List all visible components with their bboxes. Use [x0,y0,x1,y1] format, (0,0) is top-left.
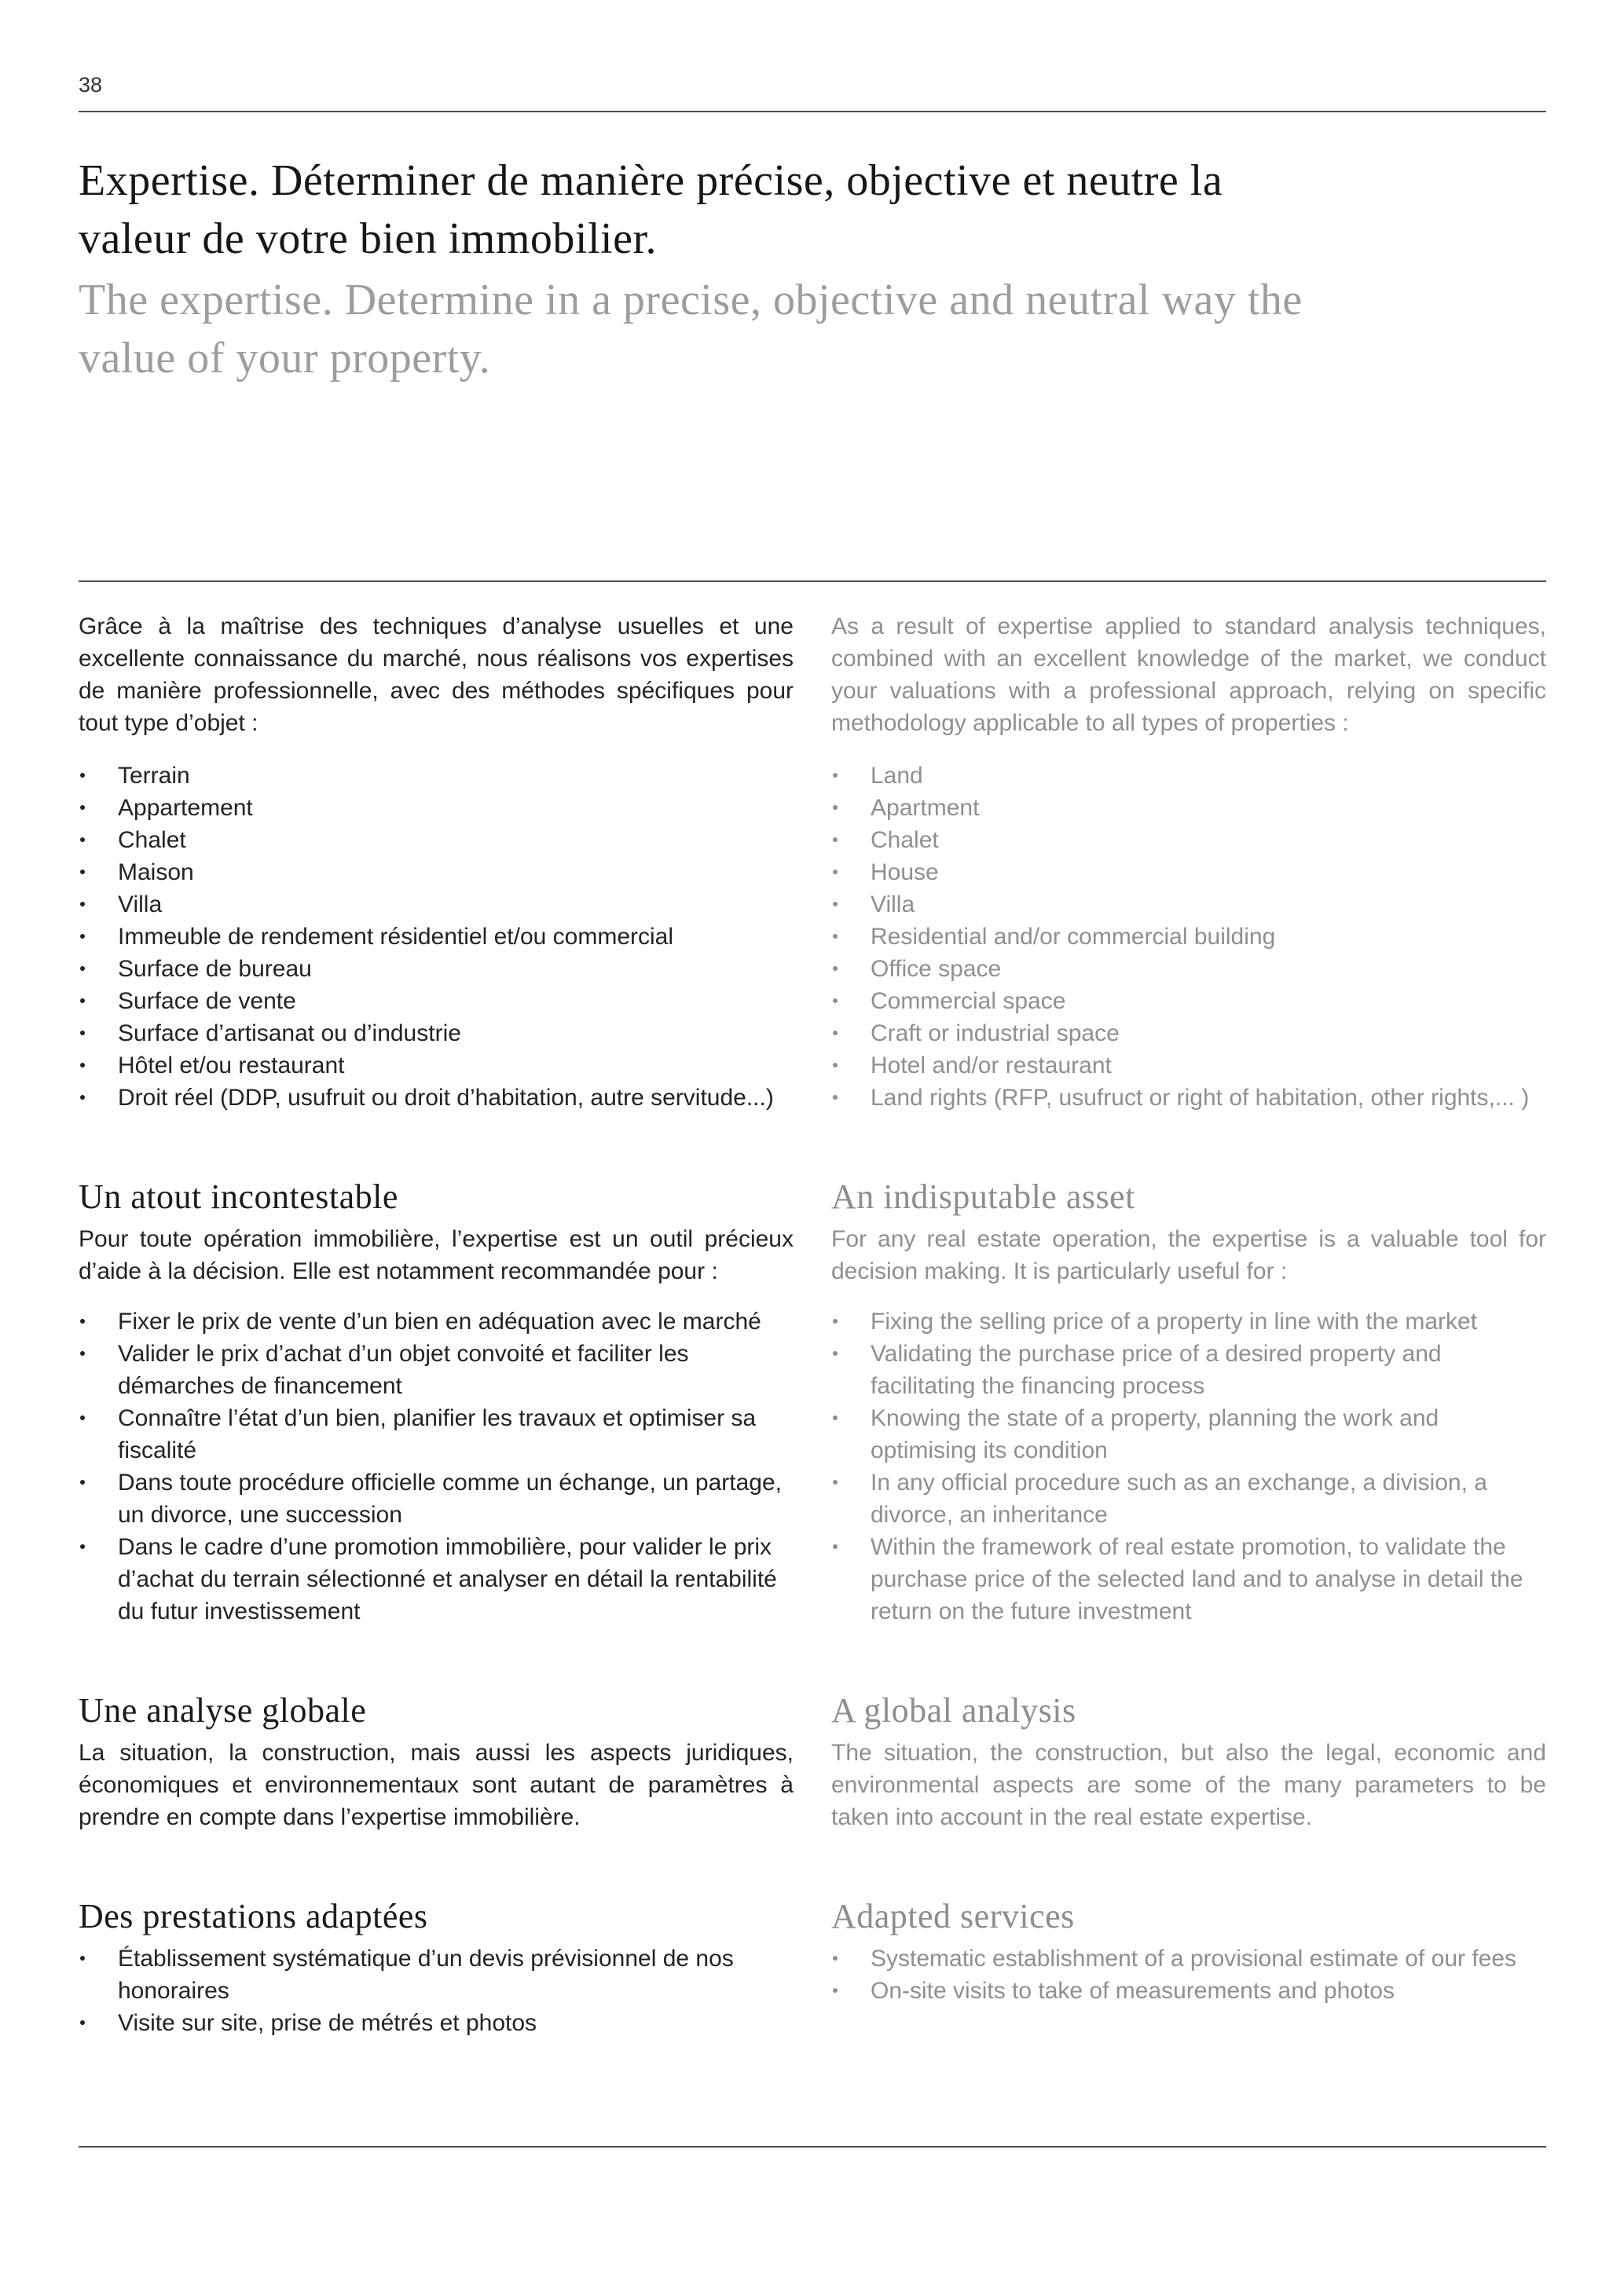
list-item-text: Validating the purchase price of a desired property and facilitating the financing process [871,1341,1442,1399]
footer-divider [79,2146,1546,2148]
bullet-dot [833,934,838,939]
list-item [831,760,1546,792]
list-item [79,1467,794,1531]
bullet-dot [833,1319,838,1324]
bullet-dot [833,1351,838,1356]
list-item [79,1338,794,1402]
list-item-text: Dans le cadre d’une promotion immobilière, pour valider le prix d’achat du terrain sélectionné et analyser en détail la rentabilité du futur investissement [118,1534,777,1624]
list-item [831,1338,1546,1402]
bullet-dot [80,870,85,874]
list-item [79,1531,794,1628]
bullet-dot [833,773,838,778]
section-heading-analysis-en: A global analysis [831,1691,1076,1730]
bullet-dot [80,837,85,842]
list-item [79,1402,794,1467]
list-item-text: In any official procedure such as an exchange, a division, a divorce, an inheritance [871,1470,1487,1528]
list-item-text: Villa [871,892,915,917]
french-intro-paragraph: Grâce à la maîtrise des techniques d’analyse usuelles et une excellente connaissance du marché, nous réalisons vos expertises de manière professionnelle, avec des méthodes spécifiques pour tout type d’objet : [79,613,794,736]
list-item [831,985,1546,1017]
list-item-text: Office space [871,956,1002,982]
section-intro-asset-en: For any real estate operation, the expertise is a valuable tool for decision making. It is particularly useful for : [831,1226,1546,1284]
bullet-dot [80,1544,85,1549]
section-heading-asset-fr: Un atout incontestable [79,1177,398,1216]
content-divider [79,580,1546,582]
french-property-type-list [79,760,794,1114]
bullet-dot [80,966,85,971]
list-item [831,824,1546,856]
list-item [831,792,1546,824]
asset-bullet-list-fr [79,1305,794,1628]
section-intro-analysis-en: The situation, the construction, but also the legal, economic and environmental aspects are some of the many parameters to be taken into account in the real estate expertise. [831,1740,1546,1830]
section-heading-services-en: Adapted services [831,1897,1075,1935]
list-item [831,1017,1546,1049]
main-title-line-1: Expertise. Déterminer de manière précise, objective et neutre la [79,156,1223,205]
list-item-text: Within the framework of real estate promotion, to validate the purchase price of the selected land and to analyse in detail the return on the future investment [871,1534,1523,1624]
list-item-text: Surface d’artisanat ou d’industrie [118,1020,461,1046]
list-item [79,1082,794,1114]
list-item-text: Craft or industrial space [871,1020,1120,1046]
services-bullet-list-fr [79,1943,794,2039]
list-item-text: Commercial space [871,988,1066,1014]
bullet-dot [833,1480,838,1485]
list-item-text: Surface de bureau [118,956,312,982]
bullet-dot [833,1415,838,1420]
list-item-text: On-site visits to take of measurements and photos [871,1978,1395,2004]
list-item-text: Hotel and/or restaurant [871,1053,1112,1078]
bullet-dot [80,2020,85,2025]
bullet-dot [80,1319,85,1324]
list-item-text: Valider le prix d’achat d’un objet convoité et faciliter les démarches de financement [118,1341,689,1399]
bullet-dot [833,998,838,1003]
header-divider [79,111,1546,112]
list-item-text: Knowing the state of a property, planning the work and optimising its condition [871,1405,1439,1463]
list-item-text: Hôtel et/ou restaurant [118,1053,345,1078]
list-item-text: Maison [118,859,194,885]
bullet-dot [833,1031,838,1035]
list-item-text: Établissement systématique d’un devis prévisionnel de nos honoraires [118,1946,734,2004]
list-item-text: House [871,859,939,885]
list-item [79,760,794,792]
list-item [79,1017,794,1049]
bullet-dot [833,1095,838,1100]
list-item-text: Surface de vente [118,988,296,1014]
list-item [79,792,794,824]
list-item-text: Land [871,763,923,789]
list-item [831,1049,1546,1082]
list-item-text: Chalet [871,827,939,853]
english-intro-paragraph: As a result of expertise applied to standard analysis techniques, combined with an excellent knowledge of the market, we conduct your valuations with a professional approach, relying on specific methodology applicable to all types of properties : [831,613,1546,736]
list-item-text: Fixing the selling price of a property in line with the market [871,1309,1478,1335]
list-item [79,888,794,921]
list-item [79,1943,794,2007]
list-item-text: Droit réel (DDP, usufruit ou droit d’habitation, autre servitude...) [118,1085,774,1111]
bullet-dot [80,1956,85,1961]
list-item [79,856,794,888]
bullet-dot [833,966,838,971]
bullet-dot [80,1095,85,1100]
section-intro-analysis-fr: La situation, la construction, mais aussi les aspects juridiques, économiques et environnementaux sont autant de paramètres à prendre en compte dans l’expertise immobilière. [79,1740,794,1830]
list-item [831,1402,1546,1467]
bullet-dot [80,1480,85,1485]
bullet-dot [80,773,85,778]
subtitle-line-2: value of your property. [79,334,491,383]
bullet-dot [80,1351,85,1356]
list-item-text: Chalet [118,827,186,853]
bullet-dot [833,1988,838,1993]
english-column [831,610,1546,2039]
list-item-text: Fixer le prix de vente d’un bien en adéquation avec le marché [118,1309,761,1335]
bullet-dot [80,902,85,906]
bullet-dot [833,805,838,810]
section-heading-asset-en: An indisputable asset [831,1177,1135,1216]
list-item [831,1305,1546,1338]
list-item [79,921,794,953]
list-item [831,1943,1546,1975]
bullet-dot [80,1063,85,1067]
section-intro-asset-fr: Pour toute opération immobilière, l’expertise est un outil précieux d’aide à la décision. Elle est notamment recommandée pour : [79,1226,794,1284]
list-item [79,953,794,985]
list-item-text: Villa [118,892,163,917]
main-title-line-2: valeur de votre bien immobilier. [79,214,658,263]
section-heading-services-fr: Des prestations adaptées [79,1897,428,1935]
list-item-text: Dans toute procédure officielle comme un échange, un partage, un divorce, une succession [118,1470,782,1528]
list-item-text: Systematic establishment of a provisional estimate of our fees [871,1946,1517,1972]
list-item [831,1467,1546,1531]
list-item [831,1531,1546,1628]
bullet-dot [80,805,85,810]
list-item-text: Land rights (RFP, usufruct or right of habitation, other rights,... ) [871,1085,1530,1111]
bullet-dot [833,870,838,874]
bullet-dot [80,1415,85,1420]
bullet-dot [833,902,838,906]
list-item-text: Visite sur site, prise de métrés et photos [118,2010,537,2036]
bullet-dot [80,998,85,1003]
list-item [831,1975,1546,2007]
bullet-dot [833,1956,838,1961]
bullet-dot [833,837,838,842]
list-item [831,953,1546,985]
bullet-dot [833,1063,838,1067]
list-item-text: Terrain [118,763,190,789]
list-item [79,824,794,856]
services-bullet-list-en [831,1943,1546,2007]
bullet-dot [833,1544,838,1549]
list-item [831,856,1546,888]
bullet-dot [80,934,85,939]
list-item-text: Residential and/or commercial building [871,924,1276,950]
list-item [79,1305,794,1338]
list-item-text: Immeuble de rendement résidentiel et/ou commercial [118,924,674,950]
list-item [79,1049,794,1082]
two-column-content [79,610,1546,2039]
main-title-french [79,152,1546,268]
page-number: 38 [79,73,103,97]
list-item [831,921,1546,953]
bullet-dot [80,1031,85,1035]
english-property-type-list [831,760,1546,1114]
list-item-text: Appartement [118,795,253,821]
list-item-text: Apartment [871,795,980,821]
list-item [831,888,1546,921]
list-item-text: Connaître l’état d’un bien, planifier les travaux et optimiser sa fiscalité [118,1405,757,1463]
list-item [831,1082,1546,1114]
subtitle-english [79,271,1546,387]
subtitle-line-1: The expertise. Determine in a precise, objective and neutral way the [79,276,1303,324]
asset-bullet-list-en [831,1305,1546,1628]
section-heading-analysis-fr: Une analyse globale [79,1691,367,1730]
french-column [79,610,794,2039]
list-item [79,2007,794,2039]
list-item [79,985,794,1017]
